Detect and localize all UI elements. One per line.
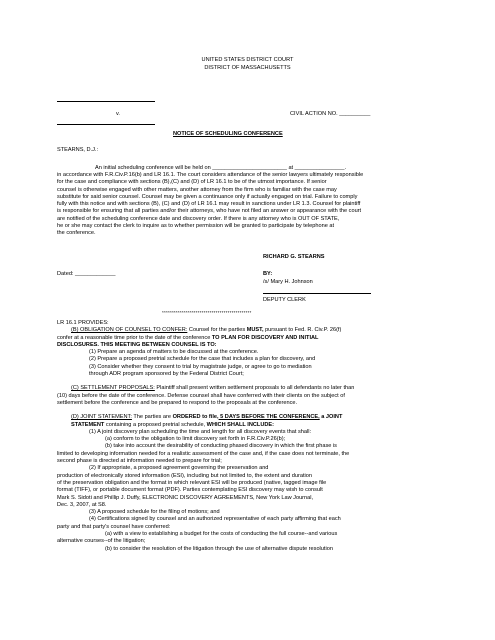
civil-action-number: CIVIL ACTION NO. __________	[290, 111, 371, 117]
section-d-list	[57, 429, 441, 553]
court-name: UNITED STATES DISTRICT COURT	[201, 57, 294, 63]
intro-line: is responsible for ensuring that all parties and/or their attorneys, who have not filed an answer or appearance with the court	[57, 208, 362, 215]
intro-line: the conference.	[57, 230, 96, 237]
separator-asterisks: *********************************************	[162, 310, 252, 315]
section-c-line: (C) SETTLEMENT PROPOSALS: Plaintiff shall present written settlement proposals to all defendants no later than	[71, 385, 355, 392]
section-b-line: confer at a reasonable time prior to the date of the conference TO PLAN FOR DISCOVERY AND INITIAL	[57, 334, 319, 341]
judge-label: STEARNS, D.J.:	[57, 147, 99, 153]
plaintiff-line	[57, 101, 155, 102]
intro-line: are notified of the scheduling conference date and discovery order. If there is any attorney who is OUT OF STATE,	[57, 215, 340, 222]
intro-line: in accordance with F.R.Civ.P.16(b) and LR 16.1. The court considers attendance of the senior lawyers ultimately responsible	[57, 172, 364, 178]
section-d-line: STATEMENT containing a proposed pretrial schedule, WHICH SHALL INCLUDE:	[71, 421, 274, 428]
section-c-line: (10) days before the date of the conference. Defense counsel shall have conferred with their clients on the subject of	[57, 392, 345, 399]
section-d-item: format (TIFF), or portable document format (PDF). Parties contemplating ESI discovery may wish to consult	[57, 487, 323, 494]
judge-signature-name: RICHARD G. STEARNS	[263, 254, 325, 260]
section-d-item: Mark S. Sidoti and Phillip J. Duffy, ELECTRONIC DISCOVERY AGREEMENTS, New York Law Journal,	[57, 494, 314, 501]
section-d-item: second phase is directed at information needed to prepare for trial;	[57, 458, 222, 465]
section-c-line: settlement before the conference and be prepared to respond to the proposals at the conference.	[57, 399, 298, 406]
versus-label: v.	[116, 111, 120, 117]
section-d-item: production of electronically stored information (ESI), including but not limited to, the extent and duration	[57, 472, 312, 479]
section-d-item: (b) to consider the resolution of the litigation through the use of alternative dispute resolution	[105, 545, 333, 552]
intro-line: counsel is otherwise engaged with other matters, another attorney from the firm who is familiar with the case may	[57, 186, 337, 193]
dated-field: Dated: _____________	[57, 271, 116, 277]
section-d-item: (1) A joint discovery plan scheduling the time and length for all discovery events that shall:	[89, 428, 312, 435]
section-b-item: (3) Consider whether they consent to trial by magistrate judge, or agree to go to mediation	[89, 363, 312, 370]
section-d-item: of the preservation obligation and the format in which relevant ESI will be produced (native, tagged image file	[57, 479, 327, 486]
signature-line	[263, 293, 371, 294]
section-d-item: (3) A proposed schedule for the filing of motions; and	[89, 509, 220, 516]
spacer	[57, 378, 441, 385]
section-d-item: (b) take into account the desirability of conducting phased discovery in which the first phase is	[105, 443, 337, 450]
clerk-title: DEPUTY CLERK	[263, 297, 306, 303]
section-d-label: (D) JOINT STATEMENT:	[71, 414, 132, 421]
defendant-line	[57, 124, 155, 125]
intro-line: fully with this notice and with sections (B), (C) and (D) of LR 16.1 may result in sanctions under LR 1.3. Counsel for plaintiff	[57, 201, 361, 208]
court-district: DISTRICT OF MASSACHUSETTS	[204, 65, 291, 71]
section-d-item: limited to developing information needed for a realistic assessment of the case and, if the case does not terminate, the	[57, 450, 350, 457]
by-label: BY:	[263, 271, 273, 277]
intro-paragraph	[57, 172, 441, 238]
intro-line: substitute for said senior counsel. Counsel may be given a continuance only if actually engaged on trial. Failure to comply	[57, 193, 358, 200]
section-b-item: through ADR program sponsored by the Federal District Court;	[89, 371, 244, 378]
intro-line: he or she may contact the clerk to inquire as to whether permission will be granted to participate by telephone at	[57, 223, 335, 230]
intro-line: for the case and compliance with sections (B),(C) and (D) of LR 16.1 to be of the utmost importance. If senior	[57, 179, 327, 186]
section-d-item: party and that party's counsel have conferred:	[57, 523, 171, 530]
section-b-line: (B) OBLIGATION OF COUNSEL TO CONFER: Counsel for the parties MUST, pursuant to Fed. R. Civ.P. 26(f)	[71, 327, 342, 334]
lr-section	[57, 320, 441, 553]
spacer	[57, 407, 441, 414]
notice-title: NOTICE OF SCHEDULING CONFERENCE	[173, 131, 283, 137]
clerk-signature: /s/ Mary H. Johnson	[263, 279, 313, 285]
intro-first-line: An initial scheduling conference will be held on ________________________ at ________________.	[95, 165, 346, 171]
section-b-item: (1) Prepare an agenda of matters to be discussed at the conference.	[89, 349, 259, 356]
section-d-item: (a) with a view to establishing a budget for the costs of conducting the full course--and various	[105, 531, 338, 538]
section-d-item: (2) If appropriate, a proposed agreement governing the preservation and	[89, 465, 269, 472]
section-c-label: (C) SETTLEMENT PROPOSALS:	[71, 385, 155, 392]
section-b-item: (2) Prepare a proposed pretrial schedule for the case that includes a plan for discovery, and	[89, 356, 316, 363]
section-b-line: DISCLOSURES. THIS MEETING BETWEEN COUNSEL IS TO:	[57, 341, 217, 348]
section-d-item: Dec. 3, 2007, at S8.	[57, 501, 107, 508]
section-d-item: (a) conform to the obligation to limit discovery set forth in F.R.Civ.P.26(b);	[105, 436, 286, 443]
section-b-label: (B) OBLIGATION OF COUNSEL TO CONFER:	[71, 327, 188, 334]
section-d-item: (4) Certifications signed by counsel and an authorized representative of each party affirming that each	[89, 516, 341, 523]
section-d-item: alternative courses--of the litigation;	[57, 538, 146, 545]
lr-heading: LR 16.1 PROVIDES:	[57, 320, 109, 326]
section-d-line: (D) JOINT STATEMENT: The parties are ORDERED to file, 5 DAYS BEFORE THE CONFERENCE, a JOINT	[71, 414, 343, 421]
